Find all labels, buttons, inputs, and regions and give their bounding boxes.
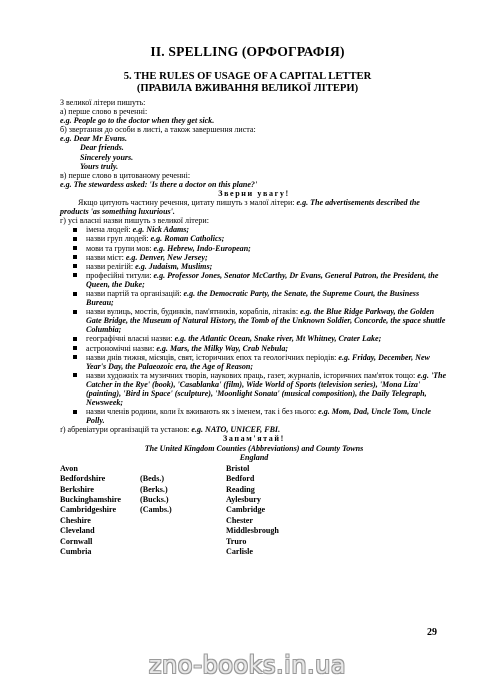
list-item-text: імена людей: (86, 225, 133, 235)
list-item-text: назви художніх та музичних творів, наукових праць, газет, журналів, історичних пам'яток тощо: (86, 370, 418, 380)
list-item (72, 289, 448, 307)
rule-g-label: г) усі власні назви пишуть з великої літери: (60, 216, 209, 226)
list-item (72, 344, 448, 353)
list-item (72, 271, 448, 289)
section-title-en: 5. THE RULES OF USAGE OF A CAPITAL LETTER (123, 71, 372, 82)
rule-b-example-4: Yours truly. (80, 161, 119, 171)
county-name: Avon (60, 463, 78, 473)
rule-v-label: в) перше слово в цитованому реченні: (60, 170, 191, 180)
list-item (72, 334, 448, 343)
list-item-example: e.g. Friday, December, New Year's Day, the Palaeozoic era, the Age of Reason; (86, 352, 430, 371)
list-item-text: мови та групи мов: (86, 243, 154, 253)
county-town: Bristol (226, 463, 250, 473)
list-item-example: e.g. the Atlantic Ocean, Snake river, Mt Whitney, Crater Lake; (174, 334, 382, 344)
list-item-example: e.g. Hebrew, Indo-European; (153, 243, 251, 253)
rule-b-example-1: e.g. Dear Mr Evans. (60, 134, 128, 144)
county-town: Truro (226, 536, 247, 546)
county-name: Cleveland (60, 526, 95, 536)
chapter-title: II. SPELLING (ОРФОГРАФІЯ) (150, 44, 345, 59)
list-item-text: назви міст: (86, 252, 126, 262)
watermark: zno-books.in.ua (148, 651, 347, 679)
rule-b-example-3: Sincerely yours. (80, 152, 134, 162)
rule-d-line (60, 425, 448, 434)
list-item (72, 234, 448, 243)
county-abbreviation (140, 464, 226, 474)
rule-d-example: e.g. NATO, UNICEF, FBI. (191, 425, 281, 435)
list-item-text: астрономічні назви: (86, 343, 157, 353)
list-item-example: e.g. Mars, the Milky Way, Crab Nebula; (156, 343, 289, 353)
intro-line: З великої літери пишуть: (60, 98, 146, 107)
rule-a-example: e.g. People go to the doctor when they get sick. (60, 116, 215, 126)
counties-table (60, 464, 448, 558)
remember-heading: Запам'ятай! (223, 434, 285, 444)
county-abbreviation (140, 537, 226, 547)
rule-v-example: e.g. The stewardess asked: 'Is there a doctor on this plane?' (60, 179, 258, 189)
body-text (60, 98, 448, 557)
county-abbreviation: (Cambs.) (140, 505, 172, 515)
list-item-example: e.g. 'The Catcher in the Rye' (book), 'Casablanka' (film), Wide World of Sports (television series), 'Mona Liza' (painting), 'Bird in Space' (sculpture), 'Moonlight Sonata' (musical composition), the Daily Telegraph, Newsweek; (86, 370, 447, 408)
county-name: Bedfordshire (60, 474, 106, 484)
list-item-example: e.g. Mom, Dad, Uncle Tom, Uncle Polly. (86, 407, 431, 426)
counties-subtitle: England (239, 452, 269, 462)
note-example: e.g. The advertisements described the products 'as something luxurious'. (60, 198, 420, 217)
rule-a-label: а) перше слово в реченні: (60, 107, 148, 117)
page-number: 29 (427, 627, 437, 638)
list-item-text: назви релігій: (86, 261, 136, 271)
list-item-example: e.g. the Democratic Party, the Senate, the Supreme Court, the Business Bureau; (86, 288, 420, 308)
county-town: Middlesbrough (226, 526, 279, 536)
rule-d-label: ґ) абревіатури організацій та установ: (60, 425, 192, 435)
attention-heading: Зверни увагу! (218, 188, 290, 198)
county-abbreviation: (Berks.) (140, 484, 168, 494)
county-town: Bedford (226, 474, 255, 484)
county-abbreviation (140, 547, 226, 557)
list-item (72, 262, 448, 271)
rule-b-label: б) звертання до особи в листі, а також завершення листа: (60, 125, 256, 135)
list-item-text: назви партій та організацій: (86, 288, 184, 298)
county-town: Cambridge (226, 505, 266, 515)
list-item-text: професійні титули: (86, 270, 154, 280)
county-name: Cornwall (60, 536, 93, 546)
county-name: Buckinghamshire (60, 494, 122, 504)
county-name: Cheshire (60, 515, 91, 525)
county-abbreviation: (Beds.) (140, 474, 165, 484)
county-abbreviation (140, 516, 226, 526)
list-item (72, 371, 448, 407)
list-item (72, 225, 448, 234)
county-name: Berkshire (60, 484, 95, 494)
list-item-example: e.g. Denver, New Jersey; (125, 252, 208, 262)
county-town: Aylesbury (226, 494, 261, 504)
list-item-text: географічні власні назви: (86, 334, 175, 344)
counties-title: The United Kingdom Counties (Abbreviations) and County Towns (144, 443, 364, 453)
county-name: Cambridgeshire (60, 505, 117, 515)
list-item-example: e.g. Nick Adams; (132, 225, 190, 235)
county-abbreviation (140, 526, 226, 536)
county-town: Chester (226, 515, 253, 525)
list-item (72, 244, 448, 253)
list-item-text: назви груп людей: (86, 234, 151, 244)
list-item-example: e.g. Professor Jones, Senator McCarthy, Dr Evans, General Patron, the President, the Queen, the Duke; (86, 270, 439, 289)
list-item-text: назви днів тижня, місяців, свят, історичних епох та геологічних періодів: (86, 352, 339, 362)
note-paragraph (60, 198, 448, 216)
county-name: Cumbria (60, 547, 92, 556)
list-item (72, 407, 448, 425)
list-item-example: e.g. Roman Catholics; (150, 234, 225, 244)
section-title-ua: (ПРАВИЛА ВЖИВАННЯ ВЕЛИКОЇ ЛІТЕРИ) (136, 82, 359, 94)
list-item-text: назви членів родини, коли їх вживають як з іменем, так і без нього: (86, 407, 319, 417)
list-item (72, 353, 448, 371)
list-item (72, 307, 448, 334)
rule-b-example-2: Dear friends. (80, 143, 124, 153)
list-item-text: назви вулиць, мостів, будинків, пам'ятників, кораблів, літаків: (86, 307, 301, 317)
county-town: Carlisle (226, 547, 253, 556)
list-item-example: e.g. Judaism, Muslims; (135, 261, 213, 271)
county-town: Reading (226, 484, 255, 494)
list-item (72, 253, 448, 262)
note-text: Якщо цитують частину речення, цитату пишуть з малої літери: (78, 198, 297, 208)
proper-names-list (60, 225, 448, 425)
list-item-example: e.g. the Blue Ridge Parkway, the Golden Gate Bridge, the Museum of Natural History, the Tomb of the Unknown Soldier, Concorde, the space shuttle Columbia; (86, 307, 446, 335)
section-heading (0, 71, 495, 94)
county-abbreviation: (Bucks.) (140, 494, 169, 504)
